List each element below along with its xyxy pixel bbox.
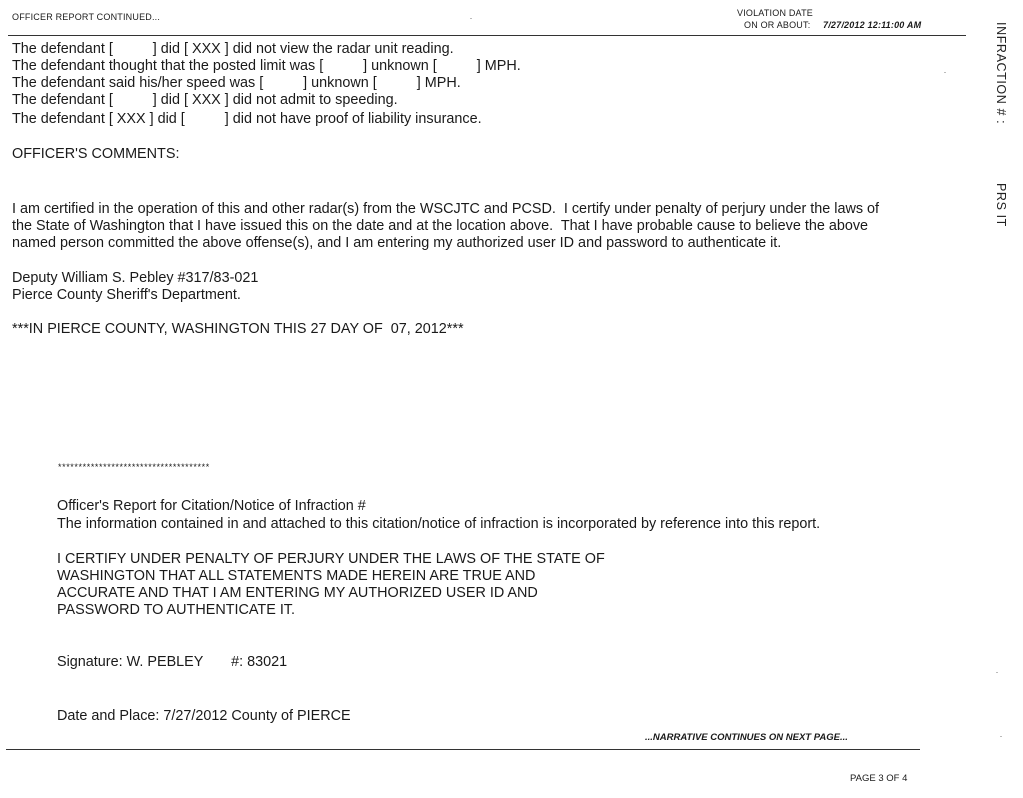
certify-line-3: ACCURATE AND THAT I AM ENTERING MY AUTHORIZED USER ID AND	[57, 585, 538, 601]
certify-line-1: I CERTIFY UNDER PENALTY OF PERJURY UNDER THE LAWS OF THE STATE OF	[57, 551, 605, 567]
scan-speck	[470, 18, 472, 19]
footer-rule	[6, 749, 920, 750]
location-line: ***IN PIERCE COUNTY, WASHINGTON THIS 27 DAY OF 07, 2012***	[12, 321, 464, 337]
scan-speck	[944, 72, 946, 73]
certify-line-4: PASSWORD TO AUTHENTICATE IT.	[57, 602, 296, 618]
on-or-about-label: ON OR ABOUT:	[744, 20, 811, 30]
defendant-line-1: The defendant [ ] did [ XXX ] did not view the radar unit reading.	[12, 41, 454, 57]
signature-line: Signature: W. PEBLEY #: 83021	[57, 654, 288, 670]
certification-line-2: the State of Washington that I have issued this on the date and at the location above. That I have probable cause to believe the above	[12, 218, 869, 234]
violation-datetime: 7/27/2012 12:11:00 AM	[823, 20, 922, 30]
officer-name: Deputy William S. Pebley #317/83-021	[12, 270, 259, 286]
officer-department: Pierce County Sheriff's Department.	[12, 287, 241, 303]
comments-heading: OFFICER'S COMMENTS:	[12, 146, 180, 162]
violation-date-label: VIOLATION DATE	[737, 8, 813, 18]
certification-line-3: named person committed the above offense(s), and I am entering my authorized user ID and password to authenticate it.	[12, 235, 782, 251]
certify-line-2: WASHINGTON THAT ALL STATEMENTS MADE HEREIN ARE TRUE AND	[57, 568, 536, 584]
header-left-label: OFFICER REPORT CONTINUED...	[12, 12, 161, 22]
report-title: Officer's Report for Citation/Notice of Infraction #	[57, 498, 366, 514]
infraction-number-tab: INFRACTION # :	[994, 22, 1008, 125]
report-incorporation: The information contained in and attached to this citation/notice of infraction is incorporated by reference into this report.	[57, 516, 821, 532]
defendant-line-2: The defendant thought that the posted limit was [ ] unknown [ ] MPH.	[12, 58, 521, 74]
defendant-line-5: The defendant [ XXX ] did [ ] did not have proof of liability insurance.	[12, 111, 482, 127]
scan-speck	[1000, 736, 1002, 737]
header-rule	[8, 35, 966, 36]
prs-it-tab: PRS IT	[994, 183, 1008, 227]
page-number: PAGE 3 OF 4	[850, 773, 908, 784]
date-place-line: Date and Place: 7/27/2012 County of PIERCE	[57, 708, 351, 724]
certification-line-1: I am certified in the operation of this and other radar(s) from the WSCJTC and PCSD. I certify under penalty of perjury under the laws of	[12, 201, 880, 217]
defendant-line-3: The defendant said his/her speed was [ ] unknown [ ] MPH.	[12, 75, 461, 91]
separator-stars: *************************************	[58, 462, 210, 472]
narrative-continues: ...NARRATIVE CONTINUES ON NEXT PAGE...	[645, 732, 848, 743]
scan-speck	[996, 672, 998, 673]
defendant-line-4: The defendant [ ] did [ XXX ] did not admit to speeding.	[12, 92, 398, 108]
